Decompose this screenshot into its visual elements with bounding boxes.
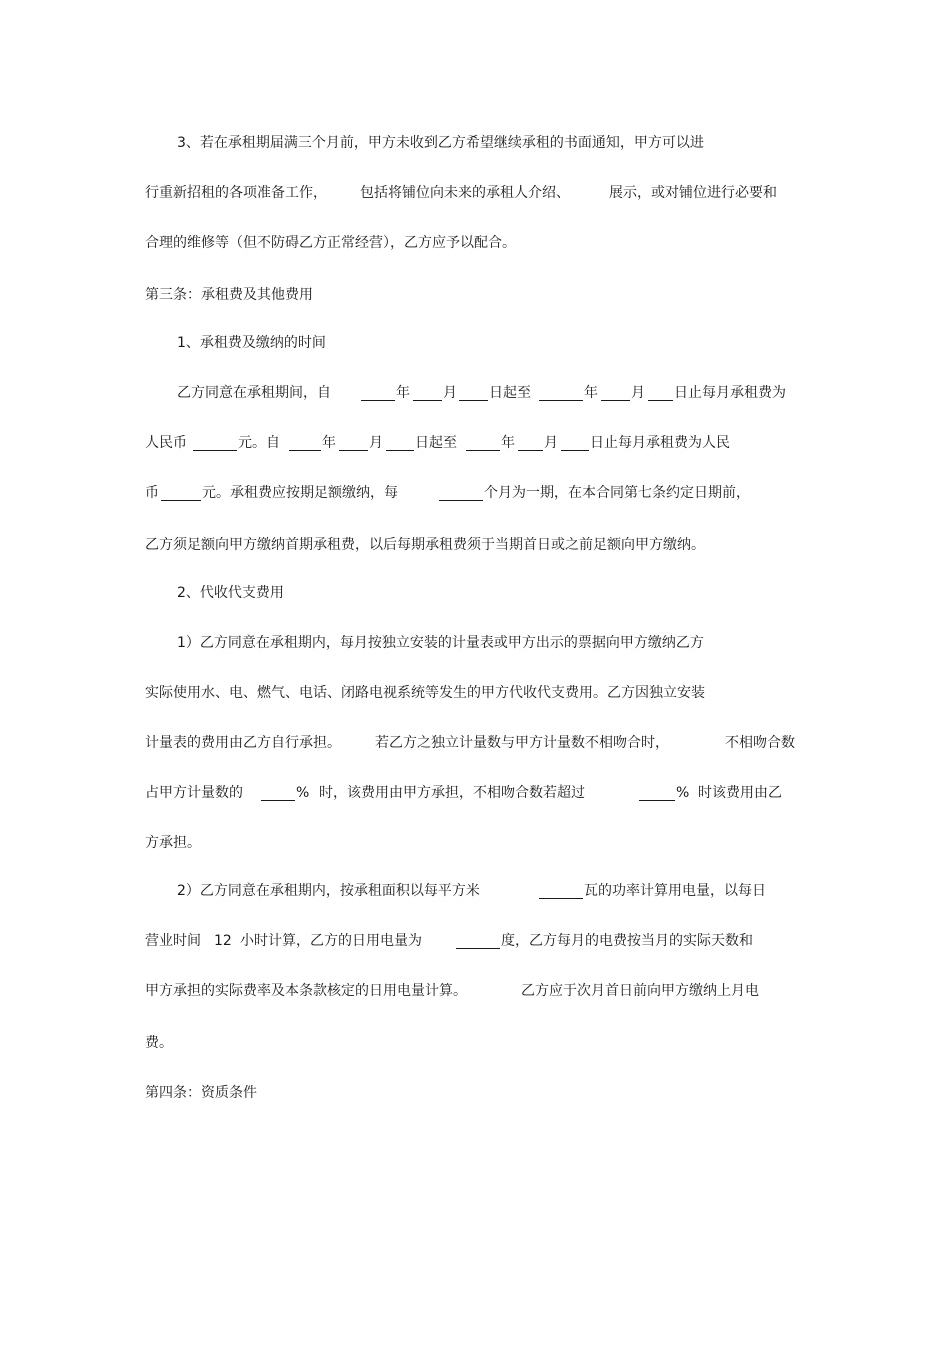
- fill-in-blank: [539, 898, 583, 899]
- text-segment: 日起至: [489, 385, 531, 401]
- text-segment: 乙方须足额向甲方缴纳首期承租费，以后每期承租费须于当期首日或之前足额向甲方缴纳。: [145, 537, 705, 553]
- text-segment: 月: [443, 385, 457, 401]
- text-segment: 甲方承担的实际费率及本条款核定的日用电量计算。: [145, 983, 467, 999]
- fill-in-blank: [518, 450, 543, 451]
- text-segment: 个月为一期，在本合同第七条约定日期前，: [484, 485, 750, 501]
- section-heading: 第三条：承租费及其他费用: [145, 287, 313, 303]
- text-segment: 营业时间: [145, 933, 201, 949]
- text-segment: 年: [396, 385, 410, 401]
- text-segment: %: [676, 785, 690, 801]
- text-segment: 时，该费用由甲方承担，不相吻合数若超过: [319, 785, 585, 801]
- text-segment: 1）乙方同意在承租期内，每月按独立安装的计量表或甲方出示的票据向甲方缴纳乙方: [177, 635, 704, 651]
- text-segment: 费。: [145, 1035, 173, 1051]
- text-segment: 展示，或对铺位进行必要和: [609, 185, 777, 201]
- text-segment: 瓦的功率计算用电量，以每日: [584, 883, 766, 899]
- text-segment: 月: [631, 385, 645, 401]
- text-segment: 人民币: [145, 435, 187, 451]
- text-segment: 不相吻合数: [725, 735, 795, 751]
- fill-in-blank: [561, 450, 589, 451]
- fill-in-blank: [601, 400, 630, 401]
- text-segment: 度，乙方每月的电费按当月的实际天数和: [501, 933, 753, 949]
- fill-in-blank: [648, 400, 673, 401]
- text-segment: 3、若在承租期届满三个月前，甲方未收到乙方希望继续承租的书面通知，甲方可以进: [177, 135, 704, 151]
- text-segment: 小时计算，乙方的日用电量为: [240, 933, 422, 949]
- fill-in-blank: [456, 948, 500, 949]
- text-segment: 日止每月承租费为人民: [590, 435, 730, 451]
- subsection-heading: 1、承租费及缴纳的时间: [177, 335, 326, 351]
- text-segment: 年: [501, 435, 515, 451]
- text-segment: 包括将铺位向未来的承租人介绍、: [360, 185, 570, 201]
- text-segment: 占甲方计量数的: [145, 785, 243, 801]
- fill-in-blank: [289, 450, 321, 451]
- text-segment: 币: [145, 485, 159, 501]
- text-segment: 实际使用水、电、燃气、电话、闭路电视系统等发生的甲方代收代支费用。乙方因独立安装: [145, 685, 705, 701]
- fill-in-blank: [386, 450, 414, 451]
- fill-in-blank: [261, 800, 295, 801]
- text-segment: 12: [214, 933, 232, 949]
- fill-in-blank: [639, 800, 675, 801]
- fill-in-blank: [193, 450, 237, 451]
- section-heading: 第四条：资质条件: [145, 1085, 257, 1101]
- text-segment: 年: [584, 385, 598, 401]
- text-segment: 行重新招租的各项准备工作，: [145, 185, 327, 201]
- fill-in-blank: [339, 450, 368, 451]
- fill-in-blank: [459, 400, 488, 401]
- text-segment: 合理的维修等（但不防碍乙方正常经营），乙方应予以配合。: [145, 235, 516, 251]
- text-segment: %: [296, 785, 310, 801]
- text-segment: 计量表的费用由乙方自行承担。: [145, 735, 341, 751]
- fill-in-blank: [413, 400, 442, 401]
- text-segment: 月: [544, 435, 558, 451]
- fill-in-blank: [161, 500, 201, 501]
- fill-in-blank: [361, 400, 395, 401]
- text-segment: 乙方应于次月首日前向甲方缴纳上月电: [521, 983, 759, 999]
- fill-in-blank: [466, 450, 500, 451]
- text-segment: 年: [322, 435, 336, 451]
- text-segment: 方承担。: [145, 835, 201, 851]
- text-segment: 元。承租费应按期足额缴纳，每: [202, 485, 398, 501]
- text-segment: 元。自: [238, 435, 280, 451]
- subsection-heading: 2、代收代支费用: [177, 585, 284, 601]
- text-segment: 时该费用由乙: [698, 785, 782, 801]
- text-segment: 乙方同意在承租期间，自: [177, 385, 331, 401]
- text-segment: 2）乙方同意在承租期内，按承租面积以每平方米: [177, 883, 480, 899]
- fill-in-blank: [439, 500, 483, 501]
- text-segment: 日止每月承租费为: [674, 385, 786, 401]
- fill-in-blank: [539, 400, 583, 401]
- text-segment: 日起至: [415, 435, 457, 451]
- text-segment: 若乙方之独立计量数与甲方计量数不相吻合时，: [375, 735, 669, 751]
- text-segment: 月: [369, 435, 383, 451]
